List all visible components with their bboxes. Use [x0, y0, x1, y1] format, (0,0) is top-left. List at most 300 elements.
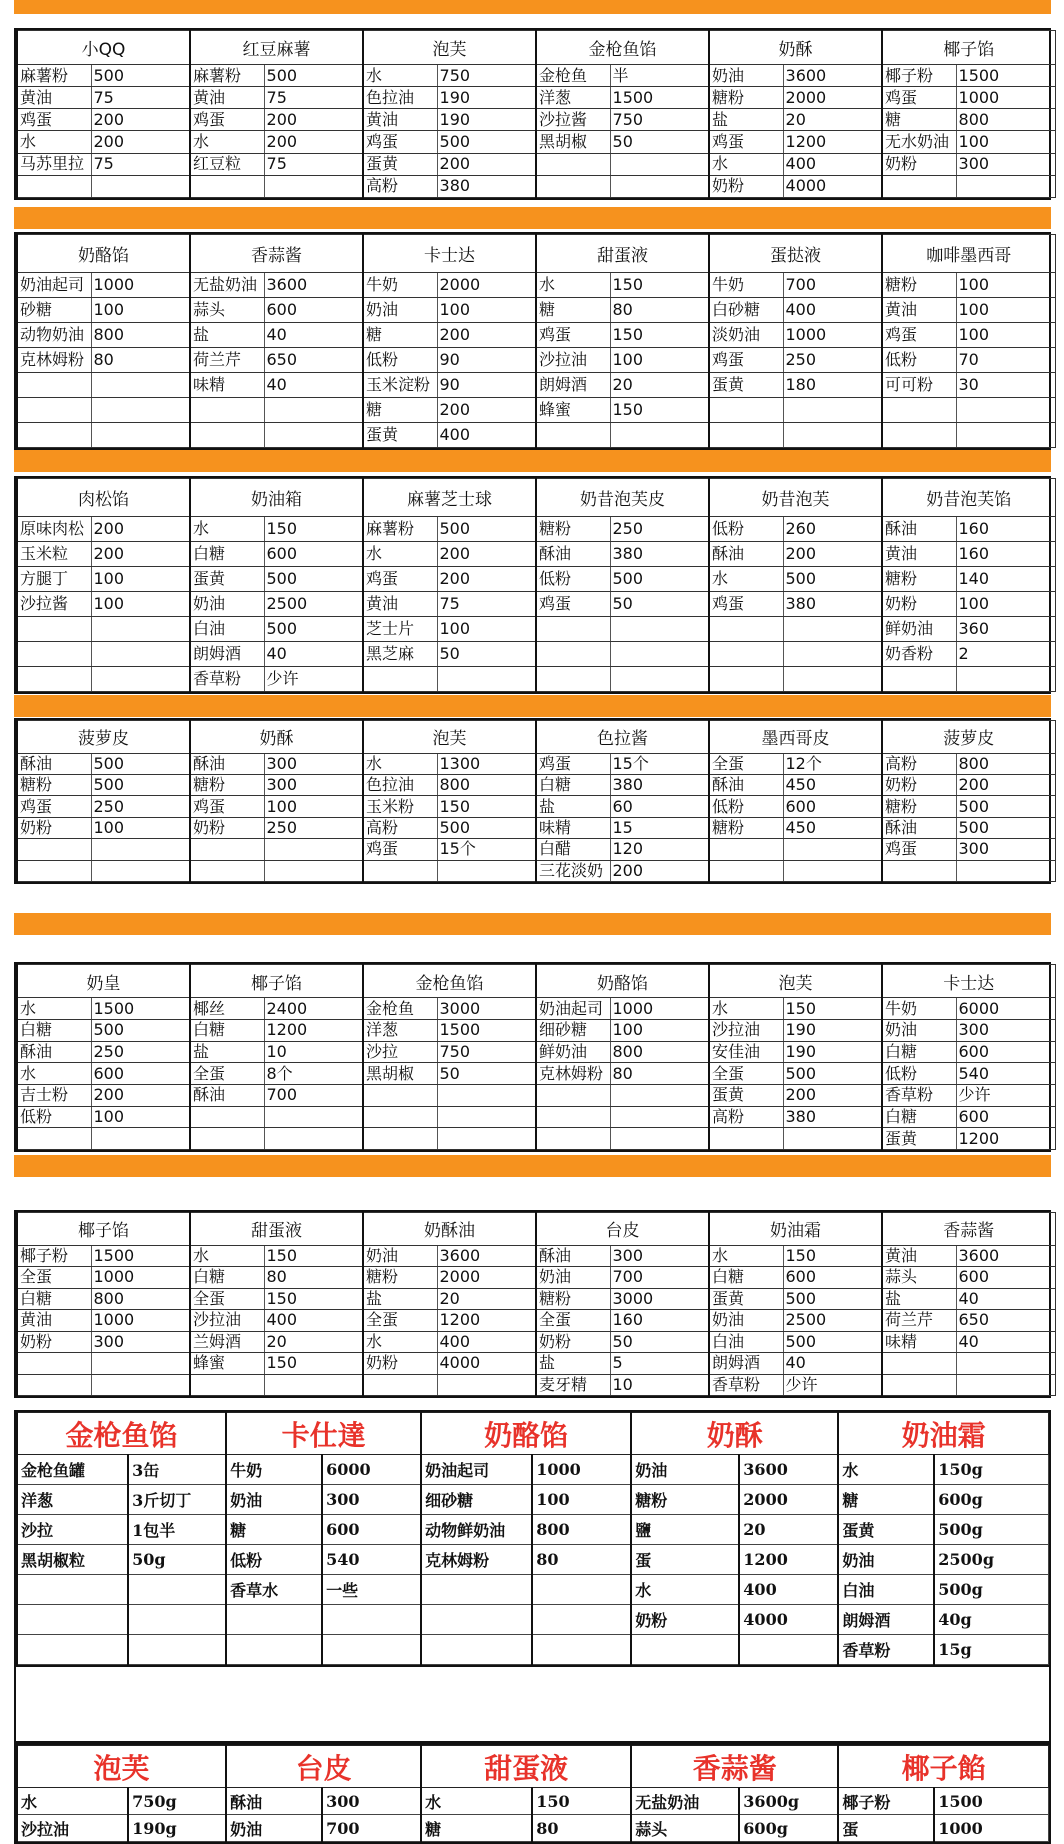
- ingredient-name: [190, 423, 264, 448]
- ingredient-amount: [264, 1374, 363, 1395]
- ingredient-name: 奶粉: [17, 817, 91, 838]
- recipe-title: 金枪鱼馅: [536, 31, 709, 65]
- ingredient-name: [536, 1084, 610, 1106]
- ingredient-name: 鸡蛋: [709, 592, 783, 617]
- ingredient-amount: 200: [91, 1084, 190, 1106]
- ingredient-amount: 500: [783, 1063, 882, 1085]
- ingredient-amount: 150: [610, 323, 709, 348]
- recipe-title: 奶昔泡芙馅: [882, 479, 1055, 517]
- recipe-title: 泡芙: [709, 965, 882, 998]
- ingredient-name: 色拉油: [363, 775, 437, 796]
- ingredient-amount: 80: [532, 1815, 631, 1842]
- ingredient-name: 白醋: [536, 839, 610, 860]
- ingredient-name: 味精: [536, 817, 610, 838]
- ingredient-amount: [91, 642, 190, 667]
- ingredient-amount: 650: [264, 348, 363, 373]
- ingredient-name: 砂糖: [17, 298, 91, 323]
- ingredient-amount: 150: [264, 517, 363, 542]
- ingredient-name: 黑胡椒: [363, 1063, 437, 1085]
- ingredient-amount: 40: [783, 1353, 882, 1374]
- ingredient-name: 蛋: [838, 1815, 934, 1842]
- orange-divider: [14, 1155, 1051, 1177]
- ingredient-name: 奶粉: [882, 592, 956, 617]
- ingredient-amount: 250: [610, 517, 709, 542]
- ingredient-name: 麻薯粉: [190, 64, 264, 86]
- ingredient-amount: 75: [264, 87, 363, 109]
- recipe-section-bold: [14, 1410, 1051, 1667]
- recipe-section: [14, 28, 1051, 200]
- ingredient-amount: 600: [264, 542, 363, 567]
- ingredient-name: 盐: [190, 323, 264, 348]
- table-row: [17, 64, 1055, 86]
- ingredient-name: 椰子粉: [17, 1245, 91, 1266]
- ingredient-name: 克林姆粉: [536, 1063, 610, 1085]
- ingredient-amount: 20: [783, 109, 882, 131]
- ingredient-name: 朗姆酒: [838, 1605, 934, 1635]
- ingredient-name: 低粉: [536, 567, 610, 592]
- ingredient-amount: 50: [610, 131, 709, 153]
- ingredient-name: 盐: [882, 1288, 956, 1309]
- ingredient-amount: 1200: [437, 1310, 536, 1331]
- ingredient-name: 水: [709, 1245, 783, 1266]
- ingredient-amount: 1000: [934, 1815, 1048, 1842]
- ingredient-amount: [264, 423, 363, 448]
- ingredient-name: 蜂蜜: [536, 398, 610, 423]
- ingredient-amount: [739, 1635, 838, 1665]
- ingredient-name: 酥油: [882, 517, 956, 542]
- ingredient-name: 水: [709, 153, 783, 175]
- ingredient-amount: [264, 1106, 363, 1128]
- table-row: [17, 348, 1055, 373]
- ingredient-amount: 600: [956, 1267, 1055, 1288]
- ingredient-name: [17, 398, 91, 423]
- recipe-title-row: [17, 965, 1055, 998]
- ingredient-amount: 750g: [128, 1788, 226, 1815]
- ingredient-amount: 500: [91, 64, 190, 86]
- table-row: [17, 175, 1055, 197]
- table-row: [17, 1575, 1049, 1605]
- ingredient-amount: 500: [437, 131, 536, 153]
- ingredient-name: 奶油: [709, 1310, 783, 1331]
- ingredient-amount: [264, 860, 363, 881]
- table-row: [17, 1267, 1055, 1288]
- recipe-title-row: [17, 1413, 1049, 1455]
- table-row: [17, 1815, 1049, 1842]
- ingredient-amount: 15个: [610, 753, 709, 774]
- ingredient-amount: 40: [956, 1331, 1055, 1352]
- ingredient-amount: [956, 1374, 1055, 1395]
- ingredient-name: [882, 175, 956, 197]
- ingredient-amount: 3000: [437, 998, 536, 1020]
- ingredient-amount: 5: [610, 1353, 709, 1374]
- ingredient-name: [421, 1635, 532, 1665]
- ingredient-amount: 500g: [934, 1515, 1048, 1545]
- ingredient-amount: 250: [91, 1041, 190, 1063]
- ingredient-amount: 1000: [783, 323, 882, 348]
- ingredient-name: 糖粉: [709, 87, 783, 109]
- ingredient-amount: 50: [437, 1063, 536, 1085]
- table-row: [17, 998, 1055, 1020]
- recipe-title: 金枪鱼馅: [17, 1413, 226, 1455]
- ingredient-amount: 1200: [739, 1545, 838, 1575]
- ingredient-name: 白糖: [882, 1106, 956, 1128]
- ingredient-amount: 2000: [437, 273, 536, 298]
- table-row: [17, 542, 1055, 567]
- ingredient-name: [17, 1353, 91, 1374]
- table-row: [17, 373, 1055, 398]
- ingredient-amount: 1包半: [128, 1515, 226, 1545]
- ingredient-name: 糖: [363, 398, 437, 423]
- table-row: [17, 1353, 1055, 1374]
- recipe-title: 小QQ: [17, 31, 190, 65]
- ingredient-name: 黄油: [17, 87, 91, 109]
- ingredient-name: 水: [363, 542, 437, 567]
- ingredient-amount: 300: [322, 1788, 421, 1815]
- recipe-title: 奶酪馅: [17, 235, 190, 273]
- recipe-table: [16, 1412, 1049, 1665]
- ingredient-name: 红豆粒: [190, 153, 264, 175]
- ingredient-name: 水: [709, 567, 783, 592]
- recipe-title: 奶酥: [190, 721, 363, 754]
- ingredient-name: [363, 1374, 437, 1395]
- ingredient-name: 椰子粉: [838, 1788, 934, 1815]
- ingredient-amount: [91, 373, 190, 398]
- ingredient-name: 白油: [190, 617, 264, 642]
- ingredient-amount: 120: [610, 839, 709, 860]
- ingredient-amount: [956, 667, 1055, 692]
- ingredient-amount: 50g: [128, 1545, 226, 1575]
- ingredient-amount: [128, 1575, 226, 1605]
- recipe-title: 奶酥: [709, 31, 882, 65]
- ingredient-amount: 100: [264, 796, 363, 817]
- ingredient-amount: 540: [956, 1063, 1055, 1085]
- ingredient-name: 沙拉: [17, 1515, 128, 1545]
- ingredient-amount: 1500: [610, 87, 709, 109]
- ingredient-name: [536, 667, 610, 692]
- recipe-title-row: [17, 1213, 1055, 1246]
- ingredient-name: 马苏里拉: [17, 153, 91, 175]
- ingredient-amount: 3斤切丁: [128, 1485, 226, 1515]
- ingredient-amount: 1200: [956, 1128, 1055, 1150]
- ingredient-name: [17, 1605, 128, 1635]
- ingredient-amount: 500: [610, 567, 709, 592]
- ingredient-amount: 90: [437, 348, 536, 373]
- recipe-title: 甜蛋液: [536, 235, 709, 273]
- ingredient-name: [17, 423, 91, 448]
- ingredient-name: 奶油: [838, 1545, 934, 1575]
- recipe-section-bold: [14, 1743, 1051, 1844]
- ingredient-amount: 150: [264, 1288, 363, 1309]
- ingredient-name: [190, 1106, 264, 1128]
- ingredient-amount: 200: [91, 542, 190, 567]
- ingredient-name: 奶油: [882, 1019, 956, 1041]
- ingredient-name: [882, 423, 956, 448]
- ingredient-amount: 20: [739, 1515, 838, 1545]
- ingredient-amount: 少许: [264, 667, 363, 692]
- ingredient-amount: 380: [783, 1106, 882, 1128]
- ingredient-name: 水: [838, 1455, 934, 1485]
- ingredient-name: 奶油起司: [421, 1455, 532, 1485]
- ingredient-name: 白糖: [536, 775, 610, 796]
- ingredient-name: 鸡蛋: [882, 323, 956, 348]
- ingredient-name: [17, 1575, 128, 1605]
- ingredient-amount: [610, 1128, 709, 1150]
- ingredient-name: 朗姆酒: [536, 373, 610, 398]
- ingredient-name: 牛奶: [363, 273, 437, 298]
- ingredient-name: 水: [17, 998, 91, 1020]
- ingredient-name: 全蛋: [709, 753, 783, 774]
- ingredient-name: 奶油: [226, 1815, 322, 1842]
- ingredient-name: 白糖: [190, 542, 264, 567]
- ingredient-amount: 50: [437, 642, 536, 667]
- ingredient-amount: 300: [610, 1245, 709, 1266]
- ingredient-name: 鲜奶油: [536, 1041, 610, 1063]
- ingredient-amount: 3600: [739, 1455, 838, 1485]
- ingredient-name: 黑芝麻: [363, 642, 437, 667]
- table-row: [17, 1605, 1049, 1635]
- ingredient-name: 全蛋: [536, 1310, 610, 1331]
- ingredient-amount: 190: [437, 109, 536, 131]
- ingredient-name: 洋葱: [363, 1019, 437, 1041]
- ingredient-name: [709, 1128, 783, 1150]
- ingredient-name: 低粉: [17, 1106, 91, 1128]
- ingredient-name: [17, 667, 91, 692]
- ingredient-name: [190, 1374, 264, 1395]
- table-row: [17, 817, 1055, 838]
- ingredient-amount: 1500: [956, 64, 1055, 86]
- ingredient-amount: 10: [610, 1374, 709, 1395]
- ingredient-amount: 400: [437, 1331, 536, 1352]
- recipe-title: 奶酥油: [363, 1213, 536, 1246]
- ingredient-name: 细砂糖: [536, 1019, 610, 1041]
- ingredient-amount: 2400: [264, 998, 363, 1020]
- ingredient-amount: 15: [610, 817, 709, 838]
- ingredient-name: 鸡蛋: [536, 592, 610, 617]
- ingredient-name: 糖粉: [190, 775, 264, 796]
- ingredient-amount: 1000: [610, 998, 709, 1020]
- ingredient-name: [17, 860, 91, 881]
- ingredient-name: 原味肉松: [17, 517, 91, 542]
- ingredient-name: 糖粉: [882, 567, 956, 592]
- ingredient-name: 鸡蛋: [536, 753, 610, 774]
- ingredient-name: 糖: [363, 323, 437, 348]
- ingredient-name: 糖粉: [882, 273, 956, 298]
- ingredient-amount: 200: [610, 860, 709, 881]
- ingredient-name: 酥油: [536, 542, 610, 567]
- ingredient-name: [17, 617, 91, 642]
- ingredient-amount: 700: [610, 1267, 709, 1288]
- table-row: [17, 567, 1055, 592]
- ingredient-amount: 700: [783, 273, 882, 298]
- ingredient-amount: 300: [956, 153, 1055, 175]
- table-row: [17, 1374, 1055, 1395]
- ingredient-amount: 450: [783, 775, 882, 796]
- orange-divider: [14, 913, 1051, 935]
- table-row: [17, 667, 1055, 692]
- ingredient-amount: 380: [610, 542, 709, 567]
- ingredient-amount: 40: [264, 373, 363, 398]
- ingredient-name: 沙拉油: [709, 1019, 783, 1041]
- ingredient-amount: 3600: [783, 64, 882, 86]
- recipe-title: 麻薯芝士球: [363, 479, 536, 517]
- ingredient-amount: [532, 1575, 631, 1605]
- ingredient-amount: 1000: [91, 1310, 190, 1331]
- recipe-title: 台皮: [536, 1213, 709, 1246]
- ingredient-amount: 6000: [322, 1455, 421, 1485]
- ingredient-amount: 700: [264, 1084, 363, 1106]
- ingredient-amount: 800: [532, 1515, 631, 1545]
- table-row: [17, 1041, 1055, 1063]
- ingredient-name: 沙拉油: [17, 1815, 128, 1842]
- ingredient-name: [226, 1605, 322, 1635]
- ingredient-amount: 100: [956, 298, 1055, 323]
- ingredient-name: 蒜头: [190, 298, 264, 323]
- ingredient-amount: [783, 642, 882, 667]
- ingredient-name: 香草粉: [838, 1635, 934, 1665]
- recipe-title: 卡士达: [363, 235, 536, 273]
- ingredient-amount: 200: [264, 109, 363, 131]
- ingredient-name: 水: [631, 1575, 739, 1605]
- ingredient-amount: 750: [610, 109, 709, 131]
- ingredient-amount: 600: [783, 796, 882, 817]
- ingredient-name: 鸡蛋: [17, 796, 91, 817]
- recipe-title-row: [17, 1746, 1049, 1788]
- ingredient-name: 蒜头: [882, 1267, 956, 1288]
- ingredient-name: 麦牙精: [536, 1374, 610, 1395]
- ingredient-amount: 200: [437, 542, 536, 567]
- ingredient-amount: 100: [91, 298, 190, 323]
- ingredient-name: [421, 1605, 532, 1635]
- ingredient-amount: [610, 667, 709, 692]
- ingredient-amount: [437, 667, 536, 692]
- ingredient-amount: 90: [437, 373, 536, 398]
- ingredient-amount: [128, 1605, 226, 1635]
- ingredient-amount: 1000: [532, 1455, 631, 1485]
- ingredient-amount: [322, 1605, 421, 1635]
- ingredient-name: 蛋黄: [838, 1515, 934, 1545]
- ingredient-name: 低粉: [882, 348, 956, 373]
- ingredient-amount: 600g: [739, 1815, 838, 1842]
- ingredient-name: 黄油: [17, 1310, 91, 1331]
- ingredient-name: 水: [190, 517, 264, 542]
- ingredient-name: 蛋黄: [363, 153, 437, 175]
- ingredient-name: 全蛋: [190, 1288, 264, 1309]
- ingredient-amount: 150: [610, 273, 709, 298]
- recipe-title: 肉松馅: [17, 479, 190, 517]
- ingredient-amount: 1500: [91, 998, 190, 1020]
- table-row: [17, 87, 1055, 109]
- ingredient-name: 细砂糖: [421, 1485, 532, 1515]
- ingredient-name: [421, 1575, 532, 1605]
- ingredient-name: 白糖: [17, 1288, 91, 1309]
- ingredient-name: 奶香粉: [882, 642, 956, 667]
- ingredient-name: 麻薯粉: [17, 64, 91, 86]
- ingredient-name: 鸡蛋: [363, 567, 437, 592]
- ingredient-name: [882, 398, 956, 423]
- ingredient-name: 糖: [536, 298, 610, 323]
- ingredient-name: 黑胡椒粒: [17, 1545, 128, 1575]
- ingredient-amount: [956, 1353, 1055, 1374]
- ingredient-amount: 80: [264, 1267, 363, 1288]
- ingredient-name: [363, 667, 437, 692]
- ingredient-name: 糖粉: [882, 796, 956, 817]
- ingredient-amount: 15g: [934, 1635, 1048, 1665]
- table-row: [17, 1545, 1049, 1575]
- recipe-section: [14, 232, 1051, 450]
- ingredient-name: [882, 667, 956, 692]
- ingredient-amount: 150g: [934, 1455, 1048, 1485]
- recipe-title: 色拉酱: [536, 721, 709, 754]
- ingredient-name: 蛋黄: [709, 373, 783, 398]
- ingredient-name: [190, 839, 264, 860]
- table-row: [17, 860, 1055, 881]
- ingredient-amount: 260: [783, 517, 882, 542]
- ingredient-name: [17, 175, 91, 197]
- ingredient-name: [709, 423, 783, 448]
- ingredient-name: [709, 642, 783, 667]
- ingredient-name: 香草水: [226, 1575, 322, 1605]
- ingredient-name: 盐: [190, 1041, 264, 1063]
- ingredient-amount: 400: [437, 423, 536, 448]
- recipe-title-row: [17, 235, 1055, 273]
- ingredient-amount: 300: [264, 753, 363, 774]
- ingredient-amount: 600g: [934, 1485, 1048, 1515]
- ingredient-name: 水: [17, 131, 91, 153]
- table-row: [17, 153, 1055, 175]
- recipe-title: 椰子餡: [838, 1746, 1048, 1788]
- ingredient-name: 香草粉: [709, 1374, 783, 1395]
- table-row: [17, 1019, 1055, 1041]
- ingredient-name: 黄油: [363, 592, 437, 617]
- ingredient-name: 香草粉: [190, 667, 264, 692]
- ingredient-amount: 200: [91, 131, 190, 153]
- ingredient-amount: 少许: [783, 1374, 882, 1395]
- ingredient-name: 黑胡椒: [536, 131, 610, 153]
- ingredient-amount: 100: [91, 567, 190, 592]
- ingredient-amount: 540: [322, 1545, 421, 1575]
- ingredient-name: 金枪鱼: [363, 998, 437, 1020]
- ingredient-name: 荷兰芹: [190, 348, 264, 373]
- ingredient-amount: 380: [610, 775, 709, 796]
- ingredient-name: 奶粉: [709, 175, 783, 197]
- ingredient-amount: [264, 175, 363, 197]
- ingredient-name: 安佳油: [709, 1041, 783, 1063]
- table-row: [17, 1063, 1055, 1085]
- ingredient-name: 奶粉: [190, 817, 264, 838]
- ingredient-name: 金枪鱼罐: [17, 1455, 128, 1485]
- ingredient-name: 香草粉: [882, 1084, 956, 1106]
- ingredient-name: 白糖: [709, 1267, 783, 1288]
- ingredient-name: 荷兰芹: [882, 1310, 956, 1331]
- ingredient-amount: 3缶: [128, 1455, 226, 1485]
- ingredient-name: [17, 373, 91, 398]
- ingredient-amount: 200: [264, 131, 363, 153]
- ingredient-name: 糖: [882, 109, 956, 131]
- ingredient-amount: [91, 1353, 190, 1374]
- ingredient-amount: 600: [91, 1063, 190, 1085]
- ingredient-name: [709, 860, 783, 881]
- ingredient-amount: 500: [264, 567, 363, 592]
- ingredient-amount: 100: [956, 131, 1055, 153]
- ingredient-name: [226, 1635, 322, 1665]
- ingredient-amount: 40g: [934, 1605, 1048, 1635]
- ingredient-amount: 1300: [437, 753, 536, 774]
- ingredient-name: 全蛋: [190, 1063, 264, 1085]
- ingredient-amount: 75: [91, 153, 190, 175]
- recipe-title: 泡芙: [363, 31, 536, 65]
- ingredient-name: 盐: [363, 1288, 437, 1309]
- table-row: [17, 298, 1055, 323]
